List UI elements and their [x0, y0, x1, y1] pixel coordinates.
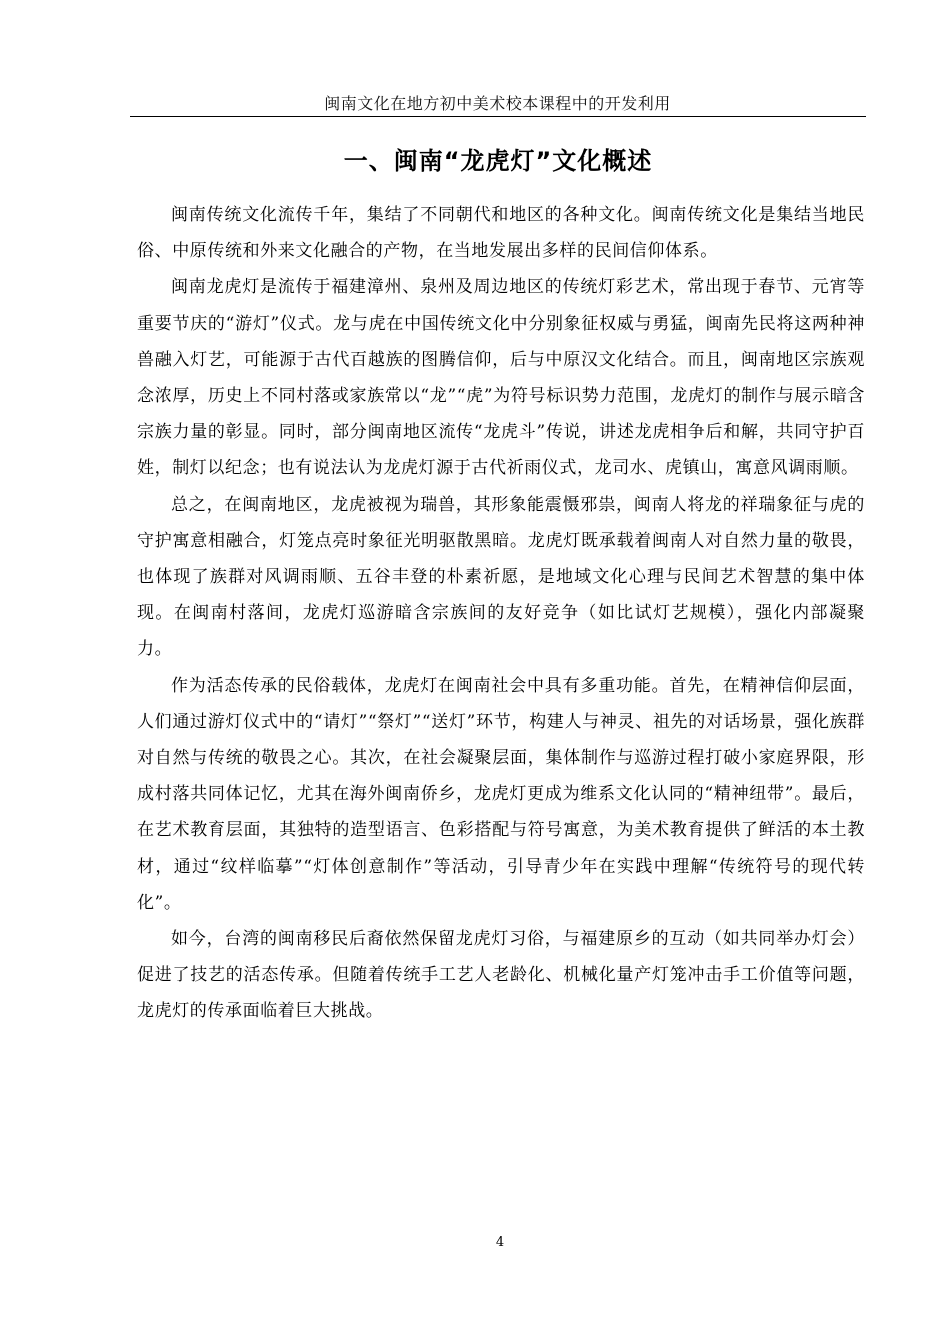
paragraph-intro: 闽南传统文化流传千年，集结了不同朝代和地区的各种文化。闽南传统文化是集结当地民俗、中原传统和外来文化融合的产物，在当地发展出多样的民间信仰体系。 [137, 205, 865, 262]
paragraph-functions: 作为活态传承的民俗载体，龙虎灯在闽南社会中具有多重功能。首先，在精神信仰层面，人们通过游灯仪式中的“请灯”“祭灯”“送灯”环节，构建人与神灵、祖先的对话场景，强化族群对自然与传统的敬畏之心。其次，在社会凝聚层面，集体制作与巡游过程打破小家庭界限，形成村落共同体记忆，尤其在海外闽南侨乡，龙虎灯更成为维系文化认同的“精神纽带”。最后，在艺术教育层面，其独特的造型语言、色彩搭配与符号寓意，为美术教育提供了鲜活的本土教材，通过“纹样临摹”“灯体创意制作”等活动，引导青少年在实践中理解“传统符号的现代转化”。 [137, 675, 865, 913]
body-text [137, 197, 865, 1030]
section-title: 一、闽南“龙虎灯”文化概述 [343, 147, 653, 175]
page-number: 4 [495, 1235, 505, 1250]
paragraph-challenges: 如今，台湾的闽南移民后裔依然保留龙虎灯习俗，与福建原乡的互动（如共同举办灯会）促进了技艺的活态传承。但随着传统手工艺人老龄化、机械化量产灯笼冲击手工价值等问题，龙虎灯的传承面临着巨大挑战。 [137, 929, 865, 1022]
running-header-title: 闽南文化在地方初中美术校本课程中的开发利用 [324, 94, 671, 113]
header-divider [130, 116, 866, 117]
paragraph-symbolism: 总之，在闽南地区，龙虎被视为瑞兽，其形象能震慑邪祟，闽南人将龙的祥瑞象征与虎的守护寓意相融合，灯笼点亮时象征光明驱散黑暗。龙虎灯既承载着闽南人对自然力量的敬畏，也体现了族群对风调雨顺、五谷丰登的朴素祈愿，是地域文化心理与民间艺术智慧的集中体现。在闽南村落间，龙虎灯巡游暗含宗族间的友好竞争（如比试灯艺规模），强化内部凝聚力。 [137, 494, 865, 660]
paragraph-origin: 闽南龙虎灯是流传于福建漳州、泉州及周边地区的传统灯彩艺术，常出现于春节、元宵等重要节庆的“游灯”仪式。龙与虎在中国传统文化中分别象征权威与勇猛，闽南先民将这两种神兽融入灯艺，可能源于古代百越族的图腾信仰，后与中原汉文化结合。而且，闽南地区宗族观念浓厚，历史上不同村落或家族常以“龙”“虎”为符号标识势力范围，龙虎灯的制作与展示暗含宗族力量的彰显。同时，部分闽南地区流传“龙虎斗”传说，讲述龙虎相争后和解，共同守护百姓，制灯以纪念；也有说法认为龙虎灯源于古代祈雨仪式，龙司水、虎镇山，寓意风调雨顺。 [137, 277, 865, 479]
